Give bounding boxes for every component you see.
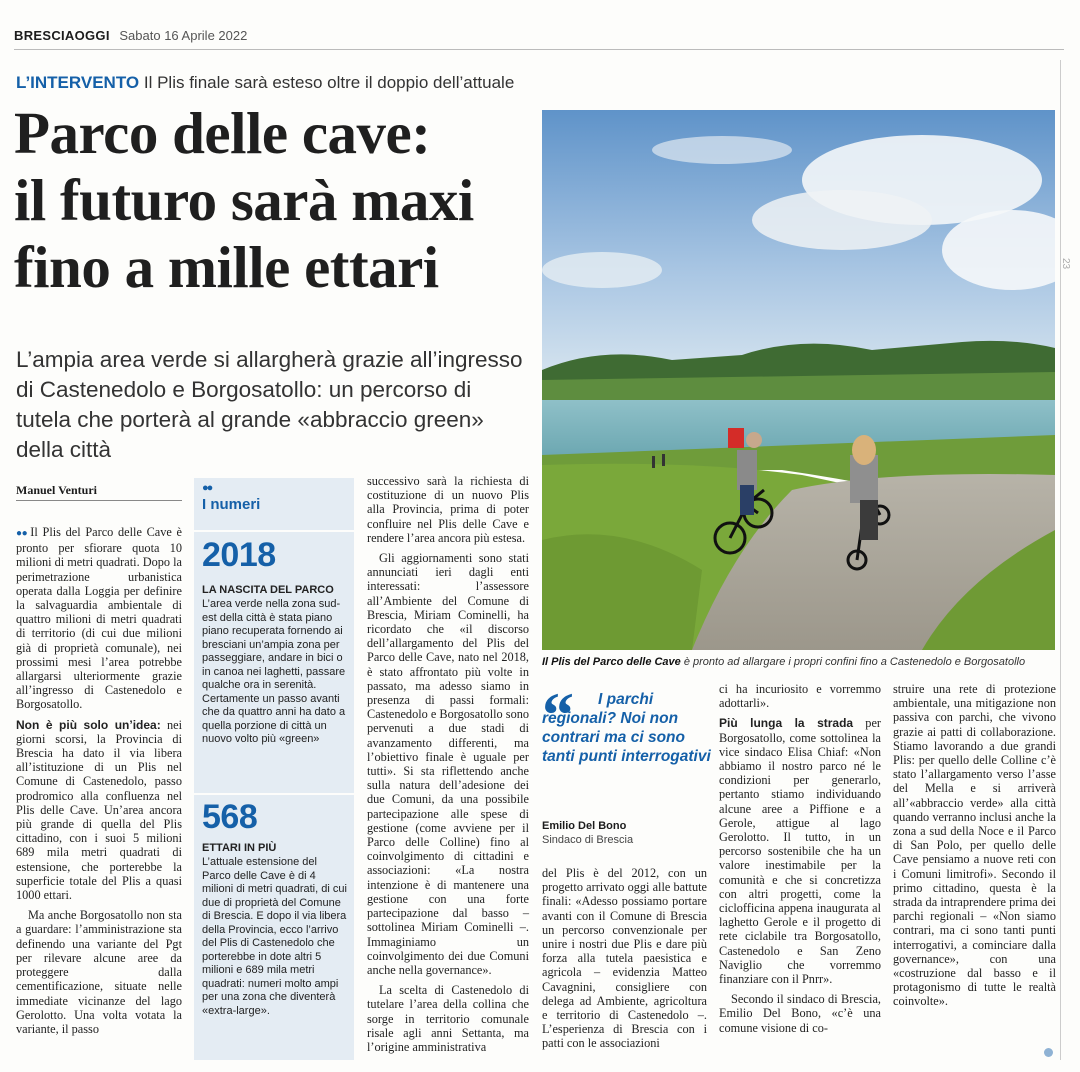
headline: [14, 100, 534, 301]
stat-text: L’attuale estensione del Parco delle Cave è di 4 milioni di metri quadrati, di cui due di proprietà del Comune di Brescia. E dopo il via libera della Provincia, ecco l’arrivo del Plis di Castenedolo che porterebbe in dote altri 5 milioni e 689 mila metri quadrati: numeri molto ampi per una zona che diventerà «extra-large».: [202, 856, 347, 1017]
headline-line: il futuro sarà maxi: [14, 167, 474, 233]
stat-title: LA NASCITA DEL PARCO: [202, 584, 334, 596]
paragraph: Gli aggiornamenti sono stati annunciati ieri dagli enti interessati: l’assessore all’Ambiente del Comune di Brescia, Miriam Cominelli, ha ricordato che «il discorso dell’allargamento del Plis del Parco delle Cave, nato nel 2018, è stato affrontato più volte in passato, ma adesso siamo in presenza di passi formali: Castenedolo e Borgosatollo sono pervenuti a due stadi di avanzamento differenti, ma l’obiettivo finale è uguale per tutti». Si sta riflettendo anche sulla natura dell’adesione dei due Comuni, da una possibile partecipazione alle spese di gestione (come avviene per il Parco delle Colline) fino al coinvolgimento di cittadini e associazioni: «La nostra intenzione è di mantenere una gestione con una forte partecipazione dal basso – sottolinea Miriam Cominelli –. Immaginiamo un coinvolgimento dei due Comuni anche nella governance».: [367, 551, 530, 977]
paragraph: Non è più solo un’idea: nei giorni scorsi, la Provincia di Brescia ha dato il via libera all’istituzione di un Plis nel Comune di Castenedolo, passo prodromico alla confluenza nel Plis delle Cave. Un’area ancora più grande di quella del Plis cittadino, con i suoi 5 milioni 689 mila metri quadrati di estensione, che porterebbe la superficie totale del Plis a quasi 1000 ettari.: [16, 717, 182, 903]
paragraph: Più lunga la strada per Borgosatollo, come sottolinea la vice sindaco Elisa Chiaf: «Non abbiamo il nostro parco né le condizioni per generarlo, pertanto stiamo individuando alcune aree a Piffione e a Gerole, attigue al lago Gerolotto. Il tutto, in un percorso sostenibile che ha un valore inestimabile per la comunità e che si concretizza con altri progetti, come la ciclofficina appena inaugurata al laghetto Gerole e il progetto di rete ciclabile tra Borgosatollo, Castenedolo e San Zeno Naviglio che vorremmo finanziare con il Pnrr».: [719, 716, 881, 987]
bullet-icon: ●●: [202, 482, 212, 494]
quote-text: I parchi regionali? Noi non contrari ma ci sono tanti punti interrogativi: [542, 691, 711, 765]
kicker: [16, 73, 514, 93]
article-column-2: [367, 474, 529, 1060]
top-divider: [14, 49, 1064, 50]
end-mark-icon: [1044, 1048, 1053, 1057]
byline-divider: [16, 500, 182, 501]
paragraph: La scelta di Castenedolo di tutelare l’area della collina che sorge in territorio comunale risale agli anni Settanta, ma l’origine amministrativa: [367, 983, 529, 1054]
article-column-3: [542, 866, 707, 1057]
paragraph: successivo sarà la richiesta di costituzione di un nuovo Plis alla Provincia, prima di poter confluire nel Plis delle Cave e rendere l’area ancora più estesa.: [367, 474, 529, 545]
kicker-label: L’INTERVENTO: [16, 73, 140, 92]
caption-lead: Il Plis del Parco delle Cave: [542, 656, 681, 668]
stat-title: ETTARI IN PIÙ: [202, 842, 277, 854]
photo-caption: [542, 656, 1062, 668]
box-divider: [194, 793, 354, 795]
quote-mark-icon: “: [542, 679, 574, 750]
headline-line: fino a mille ettari: [14, 234, 439, 300]
article-column-5: [893, 682, 1056, 1015]
headline-line: Parco delle cave:: [14, 100, 431, 166]
byline: Manuel Venturi: [16, 483, 98, 497]
subhead: L’ampia area verde si allargherà grazie all’ingresso di Castenedolo e Borgosatollo: un percorso di tutela che porterà al grande «abbraccio green» della città: [16, 347, 523, 462]
caption-text: è pronto ad allargare i propri confini fino a Castenedolo e Borgosatollo: [680, 656, 1026, 668]
issue-date: Sabato 16 Aprile 2022: [119, 28, 248, 43]
newspaper-name: BRESCIAOGGI: [14, 28, 110, 43]
stat-number: 2018: [202, 536, 276, 574]
park-cyclists-photo: [542, 110, 1055, 650]
masthead: [14, 28, 247, 43]
article-column-4: [719, 682, 881, 1041]
box-header: [202, 482, 260, 513]
paragraph: Secondo il sindaco di Brescia, Emilio Del Bono, «c’è una comune visione di co-: [719, 992, 881, 1035]
quote-author: Emilio Del Bono: [542, 820, 627, 832]
box-divider: [194, 530, 354, 532]
paragraph: Ma anche Borgosatollo non sta a guardare: l’amministrazione sta definendo una variante del Pgt per rilevare alcune aree da proteggere dalla cementificazione, situate nelle immediate vicinanze del lago Gerolotto. Una volta votata la variante, il passo: [16, 908, 182, 1036]
stat-number: 568: [202, 798, 258, 836]
paragraph: ci ha incuriosito e vorremmo adottarli».: [719, 682, 881, 711]
page-edge-divider: [1060, 60, 1061, 1060]
quote-role: Sindaco di Brescia: [542, 834, 634, 846]
article-column-1: [16, 525, 182, 1042]
kicker-text: Il Plis finale sarà esteso oltre il doppio dell’attuale: [143, 73, 515, 92]
box-title: I numeri: [202, 496, 261, 513]
paragraph: struire una rete di protezione ambientale, una mitigazione non passiva con parchi, che vivono grazie ai patti di collaborazione. Stiamo lavorando a due grandi Plis: per quello delle Colline c’è stato l’allargamento verso l’asse del Mella e si arriverà all’«abbraccio verde» alla città quando verranno inclusi anche la zona a sud della Noce e il Parco di San Polo, per quello delle Cave pensiamo a nuove reti con i Comuni limitrofi». Secondo il primo cittadino, questa è la strada da intraprendere prima dei parchi regionali – «Non siamo contrari, ma ci sono tanti punti interrogativi, a cominciare dalla governance», con una «costruzione dal basso e il protagonismo di tutte le realtà coinvolte».: [893, 682, 1056, 1009]
article-photo: [542, 110, 1055, 650]
paragraph: del Plis è del 2012, con un progetto arrivato oggi alle battute finali: «Adesso possiamo portare avanti con il Comune di Brescia un percorso convenzionale per unire i nostri due Plis e dare più forza alla tutela paesistica e agricola – evidenzia Matteo Cavagnini, consigliere con delega ad Ambiente, agricoltura e territorio di Castenedolo –. L’esperienza di Brescia con i patti con le associazioni: [542, 866, 707, 1051]
stat-text: L’area verde nella zona sud-est della città è stata piano piano recuperata fornendo ai bresciani un’ampia zona per passeggiare, andare in bici o in canoa nei laghetti, passare qualche ora in serenità. Certamente un passo avanti che da quattro anni ha dato a quella porzione di città un nuovo volto più «green»: [202, 598, 346, 745]
paragraph: ●● Il Plis del Parco delle Cave è pronto per sfiorare quota 10 milioni di metri quadrati. Dopo la perimetrazione urbanistica operata dalla Loggia per definire la salvaguardia ambientale di quattro milioni di metri quadrati di territorio (di cui due milioni già di proprietà comunale), nei prossimi mesi l’area potrebbe allargarsi ulteriormente grazie all’ingresso di Castenedolo e Borgosatollo.: [16, 525, 182, 712]
page-number: 23: [1060, 257, 1072, 270]
numbers-box: [194, 478, 354, 1060]
bullet-icon: ●●: [16, 528, 28, 539]
